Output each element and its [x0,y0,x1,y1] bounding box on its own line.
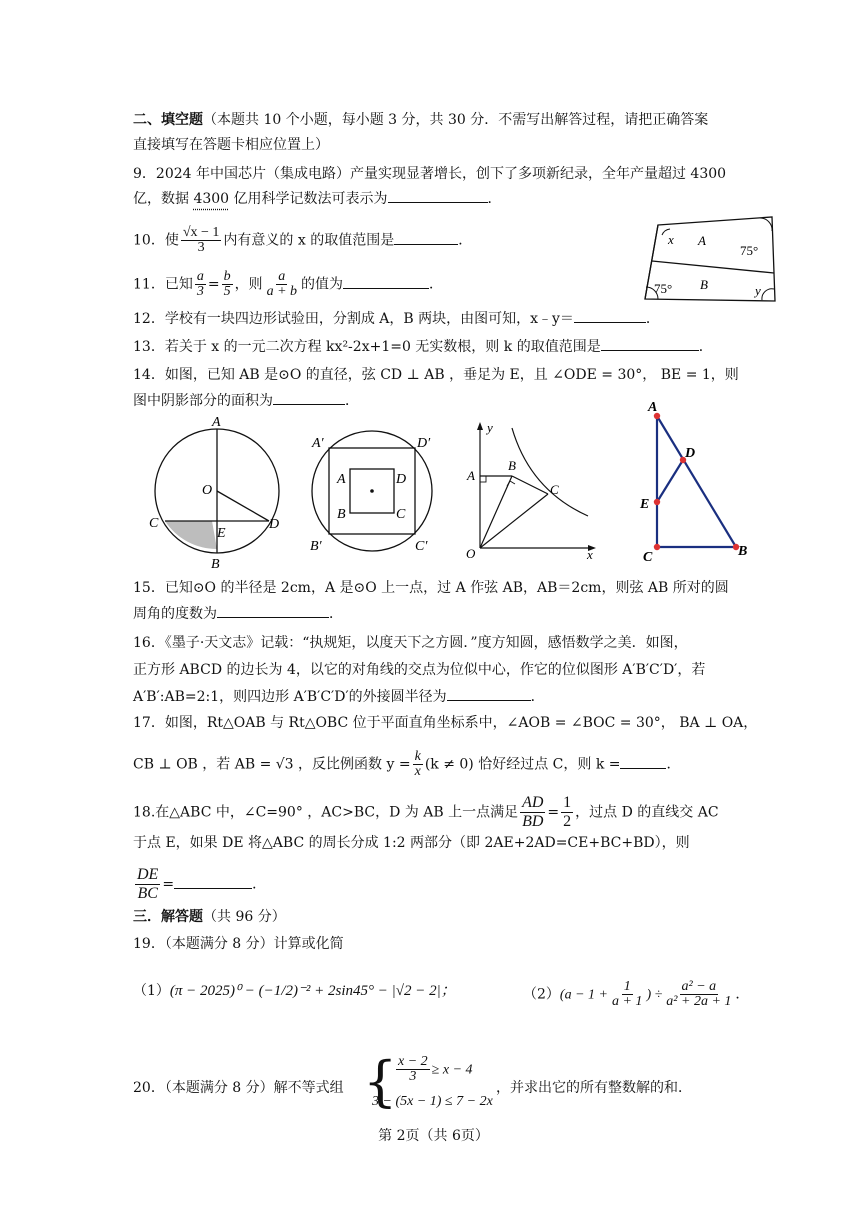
q17-label-y: y [487,420,493,435]
q12-label-a: A [698,233,706,248]
q17-figure [460,420,600,560]
q16-label-b: B [337,507,346,522]
q15-text-1: 15．已知⊙O 的半径是 2cm，A 是⊙O 上一点，过 A 作弦 AB，AB＝2cm，则弦 AB 所对的圆 [133,580,729,596]
q19-p2-a: (a − 1 + [559,987,608,1003]
q11-fraction-b5 [222,270,233,299]
q11-f2-num: b [223,269,231,284]
q19-title: 19．（本题满分 8 分）计算或化简 [133,936,344,952]
q12-figure [640,213,780,305]
page-footer: 第 2页（共 6页） [378,1128,489,1144]
q20-ineq1-num: x − 2 [398,1054,428,1069]
q11-answer-blank[interactable] [343,274,429,289]
q18-label-b: B [738,544,748,559]
q17-label-o: O [466,546,476,560]
q20-inequality-2: 3 − (5x − 1) ≤ 7 − 2x [372,1094,493,1109]
q14-label-b: B [211,557,220,572]
q11-f2-den: 5 [223,284,231,299]
question-17-line2 [133,750,739,779]
question-11 [133,270,627,299]
q12-label-b: B [700,277,708,292]
q11-prefix: 11．已知 [133,276,193,293]
question-17-line1 [133,712,758,734]
q16-text-3: A′B′:AB=2:1，则四边形 A′B′C′D′的外接圆半径为 [133,689,447,705]
q17-label-c: C [550,482,559,497]
q17-label-a: A [467,468,475,483]
q14-answer-blank[interactable] [273,390,345,405]
q13-answer-blank[interactable] [601,336,699,351]
q11-end: ． [429,276,444,293]
q14-end: ． [345,393,359,409]
q11-suffix: 的值为 [301,276,344,293]
question-16-line1 [133,632,739,654]
q11-f1-num: a [196,269,204,284]
q18-label-c: C [643,550,653,565]
q10-numerator: √x − 1 [182,225,220,240]
q18-figure [635,395,760,567]
q16-text-2: 正方形 ABCD 的边长为 4，以它的对角线的交点为位似中心，作它的位似图形 A′B′C′D′，若 [133,662,706,678]
q19-p2-n1: 1 [623,979,631,994]
q18-answer-blank[interactable] [174,874,252,889]
question-18-line2 [133,832,739,854]
q19-p2-fraction-1 [610,980,644,1009]
q19-p1-expression: (π − 2025)⁰ − (−1/2)⁻² + 2sin45° − |√2 − 2|； [169,983,456,999]
q18-fraction-ad-bd [520,794,545,831]
q11-f3-num: a [278,269,286,284]
q9-text-1: 9．2024 年中国芯片（集成电路）产量实现显著增长，创下了多项新纪录，全年产量超过 4300 [133,166,727,182]
q17-text-1: 17．如图，Rt△OAB 与 Rt△OBC 位于平面直角坐标系中，∠AOB = ∠BOC = 30°， BA ⊥ OA， [133,715,758,731]
q18-label-e: E [640,497,650,512]
q14-label-d: D [269,517,280,532]
question-18-line3 [133,866,739,903]
q12-angle-75-bottom: 75° [654,281,673,296]
question-16-line3 [133,686,739,708]
q11-equals: = [207,276,220,293]
q14-text-2: 图中阴影部分的面积为 [133,393,273,409]
section2-instructions-line2 [133,134,739,156]
q18-line3-equals: = [162,876,175,893]
q19-p2-n2: a² − a [681,979,717,994]
question-19-part2 [523,980,749,1009]
question-19-part1 [133,980,456,1002]
section3-heading-line [133,906,739,928]
q13-end: ． [698,339,713,355]
q18-text-1b: ，过点 D 的直线交 AC [575,804,719,821]
q17-fraction-k-over-x [413,750,423,779]
q14-figure [145,415,290,575]
section3-heading: 三．解答题 [133,909,203,925]
q11-fraction-a-apb [265,270,299,299]
q18-equals: = [547,804,560,821]
q11-f3-den: a + b [266,284,298,299]
q20-label: 20．（本题满分 8 分）解不等式组 [133,1080,344,1096]
q18-half-num: 1 [563,794,572,811]
q10-answer-blank[interactable] [394,230,458,245]
section2-instructions-1: （本题共 10 个小题，每小题 3 分，共 30 分．不需写出解答过程，请把正确答案 [203,112,709,128]
q19-p2-fraction-2 [664,980,733,1009]
q12-answer-blank[interactable] [574,308,646,323]
q18-text-1a: 18.在△ABC 中，∠C=90° ，AC>BC，D 为 AB 上一点满足 [133,804,519,821]
q16-answer-blank[interactable] [447,686,531,701]
q9-end: ． [487,191,502,207]
question-9-line2 [133,188,739,210]
question-13 [133,336,739,358]
q18-fraction-half [561,794,573,831]
q10-prefix: 10．使 [133,232,179,249]
q12-label-x: x [668,232,674,247]
q18-g-num: DE [137,866,159,883]
q9-text-2a: 亿，数据 [133,191,194,207]
q18-end: ． [252,876,267,893]
q19-p2-d1: a + 1 [611,994,643,1009]
q16-text-1: 16．《墨子·天文志》记载：“执规矩，以度天下之方圆．”度方知圆，感悟数学之美．如图， [133,635,688,651]
q18-fraction-de-bc [135,866,160,903]
q18-f-den: BD [522,813,544,830]
section3-note: （共 96 分） [203,909,286,925]
q20-ineq1-den: 3 [409,1069,417,1084]
q19-p2-label: （2） [523,986,560,1003]
q14-text-1: 14．如图，已知 AB 是⊙O 的直径，弦 CD ⊥ AB ，垂足为 E，且 ∠ODE = 30°， BE = 1，则 [133,367,739,383]
q14-label-a: A [212,415,221,430]
question-15-line2 [133,603,739,625]
q17-text-2b: (k ≠ 0) 恰好经过点 C，则 k = [424,756,621,773]
question-16-line2 [133,659,739,681]
question-9-line1 [133,163,739,185]
question-10 [133,226,627,255]
section2-heading: 二、填空题 [133,112,203,128]
q17-end: ． [666,756,681,773]
q20-suffix: ，并求出它的所有整数解的和． [496,1080,692,1096]
q16-label-d: D [396,472,407,487]
q18-label-a: A [648,400,658,415]
q20-ineq1-rhs: ≥ x − 4 [431,1062,473,1078]
q17-f-den: x [414,764,421,779]
question-19-title [133,933,739,955]
q18-g-den: BC [137,885,158,902]
q10-end: ． [458,232,473,249]
q12-end: ． [645,311,660,327]
q13-text: 13．若关于 x 的一元二次方程 kx²-2x+1=0 无实数根，则 k 的取值范围是 [133,339,601,355]
section2-instructions-2: 直接填写在答题卡相应位置上） [133,137,329,153]
q17-answer-blank[interactable] [620,754,666,769]
q14-label-o: O [202,483,213,498]
q9-answer-blank[interactable] [388,188,488,203]
question-12 [133,308,717,330]
q16-label-c: C [396,507,406,522]
q16-label-d-prime: D′ [417,436,431,451]
q9-text-2b: 亿用科学记数法可表示为 [229,191,388,207]
question-15-line1 [133,577,739,599]
q19-p1-label: （1） [133,983,170,999]
q15-text-2: 周角的度数为 [133,606,217,622]
q17-text-2a: CB ⊥ OB ，若 AB = √3 ，反比例函数 y = [133,756,411,773]
q17-label-b: B [508,458,516,473]
q16-label-a: A [337,472,346,487]
q18-f-num: AD [522,794,544,811]
q20-inequality-1 [394,1055,473,1084]
q16-end: ． [530,689,545,705]
q12-label-y: y [755,283,761,298]
q20-ineq1-fraction [396,1055,430,1084]
question-20-label-line [133,1077,344,1099]
q11-fraction-a3 [195,270,206,299]
q20-brace: { [363,1050,398,1113]
question-18-line1 [133,794,739,831]
q18-text-2: 于点 E，如果 DE 将△ABC 的周长分成 1:2 两部分（即 2AE+2AD=CE+BC+BD），则 [133,835,690,851]
q10-suffix: 内有意义的 x 的取值范围是 [223,232,395,249]
q16-label-c-prime: C′ [415,539,428,554]
q10-denominator: 3 [197,240,205,255]
q12-angle-75-top: 75° [740,243,759,258]
question-14-line1 [133,364,739,386]
q16-label-a-prime: A′ [312,436,324,451]
q11-mid: ，则 [234,276,263,293]
q18-half-den: 2 [563,813,572,830]
q15-end: ． [329,606,343,622]
q17-label-x: x [587,547,593,560]
q19-p2-end: ． [735,986,750,1003]
q19-p2-b: ) ÷ [646,987,663,1003]
q10-fraction [181,226,222,255]
q16-figure [302,428,447,558]
q17-f-num: k [414,749,421,764]
q14-label-c: C [149,516,159,531]
q9-number: 4300 [193,191,230,207]
q16-label-b-prime: B′ [310,539,322,554]
q14-label-e: E [217,526,226,541]
question-20-suffix-line [496,1077,692,1099]
section2-heading-line [133,109,739,131]
q12-text: 12．学校有一块四边形试验田，分割成 A，B 两块，由图可知，x﹣y＝ [133,311,574,327]
q15-answer-blank[interactable] [217,603,329,618]
q11-f1-den: 3 [196,284,204,299]
q19-p2-d2: a² + 2a + 1 [666,994,732,1009]
q18-label-d: D [685,446,696,461]
